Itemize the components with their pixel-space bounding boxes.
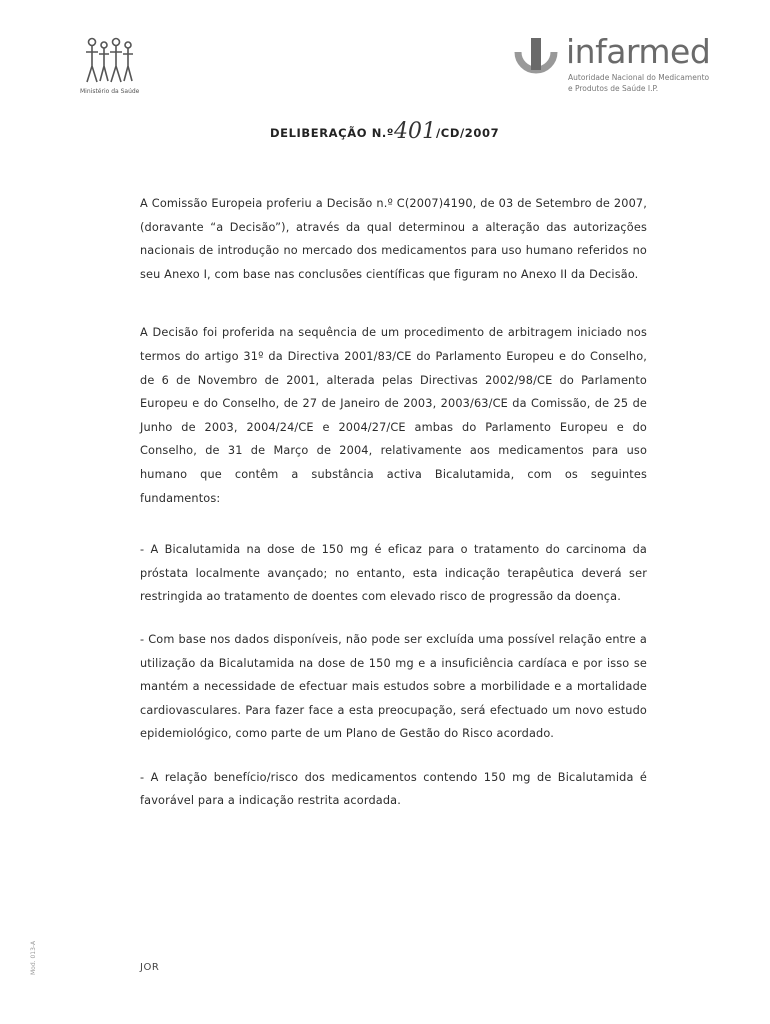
brand-subtitle-line1: Autoridade Nacional do Medicamento bbox=[568, 73, 710, 82]
infarmed-logo bbox=[512, 34, 712, 104]
title-number: 401 bbox=[393, 119, 436, 144]
ministry-figures-icon bbox=[80, 36, 140, 86]
paragraph-intro: A Comissão Europeia proferiu a Decisão n.º C(2007)4190, de 03 de Setembro de 2007, (doravante “a Decisão”), através da qual determinou a alteração das autorizações nacionais de introdução no mercado dos medicamentos para uso humano referidos no seu Anexo I, com base nas conclusões científicas que figuram no Anexo II da Decisão. bbox=[140, 197, 647, 281]
document-body bbox=[140, 192, 647, 813]
title-prefix: DELIBERAÇÃO N.º bbox=[270, 126, 394, 140]
title-suffix: /CD/2007 bbox=[435, 126, 500, 140]
paragraph-procedure: A Decisão foi proferida na sequência de um procedimento de arbitragem iniciado nos termos do artigo 31º da Directiva 2001/83/CE do Parlamento Europeu e do Conselho, de 6 de Novembro de 2001, alterada pelas Directivas 2002/98/CE do Parlamento Europeu e do Conselho, de 27 de Janeiro de 2003, 2003/63/CE da Comissão, de 25 de Junho de 2003, 2004/24/CE e 2004/27/CE ambas do Parlamento Europeu e do Conselho, de 31 de Março de 2004, relativamente aos medicamentos para uso humano que contêm a substância activa Bicalutamida, com os seguintes fundamentos: bbox=[140, 326, 647, 505]
paragraph-ground-benefit-risk: - A relação benefício/risco dos medicamentos contendo 150 mg de Bicalutamida é favorável para a indicação restrita acordada. bbox=[140, 770, 647, 808]
paragraph-ground-efficacy: - A Bicalutamida na dose de 150 mg é eficaz para o tratamento do carcinoma da próstata localmente avançado; no entanto, esta indicação terapêutica deverá ser restringida ao tratamento de doentes com elevado risco de progressão da doença. bbox=[140, 543, 647, 604]
ministry-label: Ministério da Saúde bbox=[80, 88, 140, 95]
document-title bbox=[270, 118, 499, 143]
paragraph-ground-cardiac: - Com base nos dados disponíveis, não pode ser excluída uma possível relação entre a utilização da Bicalutamida na dose de 150 mg e a insuficiência cardíaca e por isso se mantém a necessidade de efectuar mais estudos sobre a morbilidade e a mortalidade cardiovasculares. Para fazer face a esta preocupação, será efectuado um novo estudo epidemiológico, como parte de um Plano de Gestão do Risco acordado. bbox=[140, 632, 647, 741]
infarmed-mark-icon bbox=[512, 36, 560, 82]
brand-subtitle-line2: e Produtos de Saúde I.P. bbox=[568, 84, 659, 93]
margin-form-code: Mod. 013-A bbox=[30, 940, 37, 975]
brand-name: infarmed bbox=[566, 32, 711, 71]
ministry-logo bbox=[80, 36, 150, 95]
brand-subtitle bbox=[568, 72, 709, 94]
footer-initials: JOR bbox=[140, 962, 160, 973]
